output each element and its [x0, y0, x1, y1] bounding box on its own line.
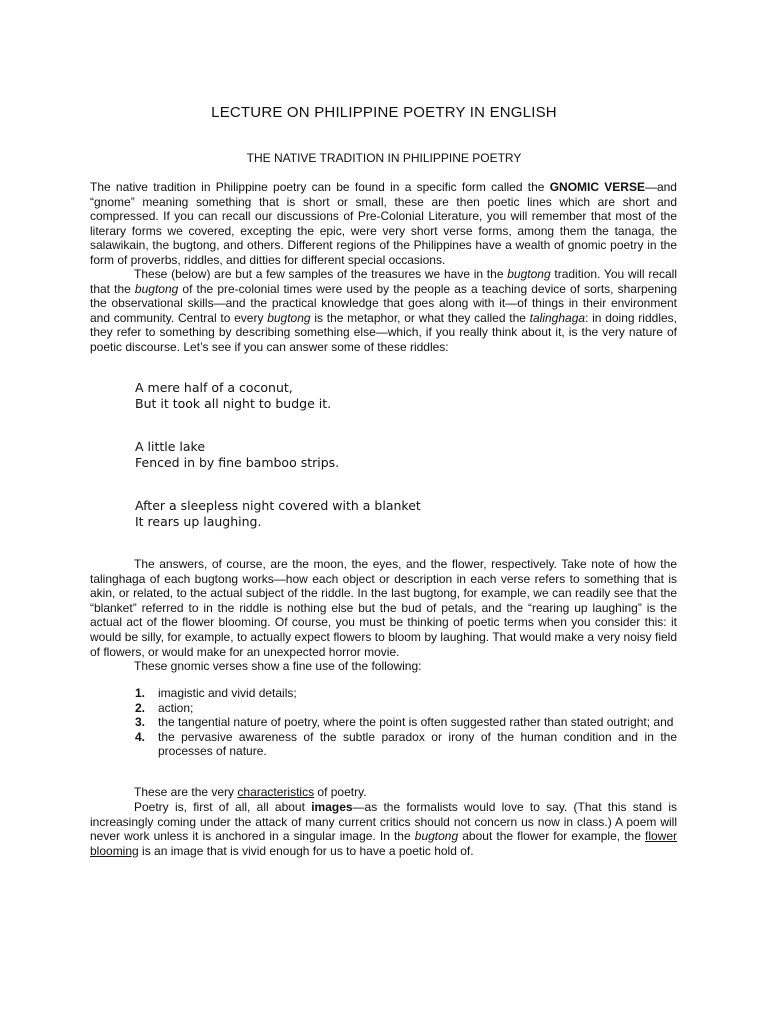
term-characteristics: characteristics — [237, 785, 315, 799]
list-text: the pervasive awareness of the subtle paradox or irony of the human condition and in the processes of nature. — [158, 729, 677, 759]
riddle-line: It rears up laughing. — [135, 514, 262, 529]
term-bugtong: bugtong — [267, 310, 311, 325]
paragraph-answers: The answers, of course, are the moon, the eyes, and the flower, respectively. Take note of how the talinghaga of each bugtong works—how each object or description in each verse refers to something that is akin, or related, to the actual subject of the riddle. In the last bugtong, for example, we can readily see that the “blanket” referred to in the riddle is nothing else but the bud of petals, and the “rearing up laughing” is the actual act of the flower blooming. Of course, you must be thinking of poetic terms when you consider this: it would be silly, for example, to actually expect flowers to bloom by laughing. That would make a very noisy field of flowers, or would make for an unexpected horror movie. — [90, 557, 677, 659]
text-run: about the flower for example, the — [458, 829, 645, 844]
list-number: 2. — [135, 700, 146, 715]
text-run: —as the formalists would love to say. (That this stand is increasingly coming under the attack of many current critics should not concern us now in class.) A poem will never work unless it is anchored in a singular image. In the — [90, 800, 677, 844]
term-bugtong: bugtong — [134, 281, 179, 296]
term-bugtong: bugtong — [414, 829, 459, 844]
page-title: LECTURE ON PHILIPPINE POETRY IN ENGLISH — [211, 104, 557, 121]
list-text: action; — [158, 700, 194, 715]
paragraph-characteristics — [90, 785, 677, 800]
text-run: tradition. You will recall that the — [90, 267, 678, 296]
riddle-line: After a sleepless night covered with a blanket — [135, 498, 421, 513]
riddle — [135, 380, 615, 412]
term-flower-blooming: flower blooming — [90, 829, 678, 858]
paragraph-bugtong — [90, 267, 677, 355]
term-bugtong: bugtong — [507, 267, 551, 281]
text-run: Poetry is, first of all, all about — [134, 800, 312, 814]
list-number: 1. — [135, 686, 146, 700]
list-text: the tangential nature of poetry, where the point is often suggested rather than stated outright; and — [158, 715, 674, 730]
text-run: is an image that is vivid enough for us to have a poetic hold of. — [138, 843, 474, 858]
text-run: : in doing riddles, they refer to something by describing something else—which, if you really think about it, is the very nature of poetic discourse. Let’s see if you can answer some of these riddles: — [90, 310, 677, 354]
text-run: These are the very — [134, 785, 238, 799]
riddle-line: A mere half of a coconut, — [135, 380, 293, 395]
list-item — [90, 701, 677, 716]
list-number: 4. — [135, 729, 146, 744]
list-item — [90, 730, 677, 759]
term-images: images — [311, 800, 353, 814]
riddle-line: But it took all night to budge it. — [135, 396, 332, 411]
section-heading: THE NATIVE TRADITION IN PHILIPPINE POETRY — [246, 151, 522, 165]
numbered-list — [90, 686, 677, 759]
text-run: These (below) are but a few samples of the treasures we have in the — [134, 267, 508, 281]
riddle — [135, 439, 615, 471]
text-run: —and “gnome” meaning something that is short or small, these are then poetic lines which are short and compressed. If you can recall our discussions of Pre-Colonial Literature, you will remember that most of the literary forms we covered, excepting the epic, were very short verse forms, among them the tanaga, the salawikain, the bugtong, and others. Different regions of the Philippines have a wealth of gnomic poetry in the form of proverbs, riddles, and ditties for different special occasions. — [90, 180, 677, 267]
list-number: 3. — [135, 715, 146, 730]
paragraph-images — [90, 800, 677, 858]
riddle-line: Fenced in by fine bamboo strips. — [135, 455, 340, 470]
list-text: imagistic and vivid details; — [158, 686, 297, 700]
paragraph-list-intro: These gnomic verses show a fine use of the following: — [134, 659, 422, 673]
list-item — [90, 686, 677, 701]
text-run: of poetry. — [314, 785, 367, 799]
term-talinghaga: talinghaga — [529, 310, 586, 325]
list-item — [90, 715, 677, 730]
text-run: of the pre-colonial times were used by the people as a teaching device of sorts, sharpening the observational skills—and the practical knowledge that goes along with it—of things in their environment and community. Central to every — [90, 281, 677, 325]
text-run: The native tradition in Philippine poetry can be found in a specific form called the — [90, 180, 550, 194]
riddle — [135, 498, 615, 530]
text-run: is the metaphor, or what they called the — [310, 310, 530, 325]
term-gnomic-verse: GNOMIC VERSE — [549, 180, 645, 194]
riddle-line: A little lake — [135, 439, 206, 454]
paragraph-gnomic-verse — [90, 180, 677, 268]
